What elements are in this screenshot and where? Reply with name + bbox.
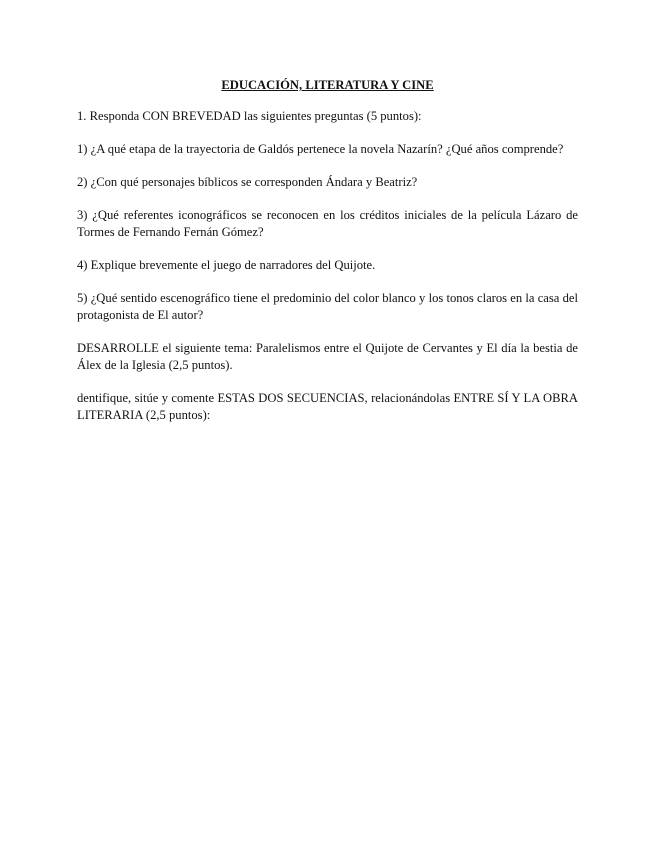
instruction-short-answers: 1. Responda CON BREVEDAD las siguientes preguntas (5 puntos): — [77, 109, 422, 123]
document-title: EDUCACIÓN, LITERATURA Y CINE — [221, 78, 434, 92]
document-content — [77, 77, 578, 440]
question-4: 4) Explique brevemente el juego de narradores del Quijote. — [77, 258, 376, 272]
question-3: 3) ¿Qué referentes iconográficos se reconocen en los créditos iniciales de la película Lázaro de Tormes de Fernando Fernán Gómez? — [77, 208, 578, 239]
sequence-analysis-prompt: dentifique, sitúe y comente ESTAS DOS SECUENCIAS, relacionándolas ENTRE SÍ Y LA OBRA LITERARIA (2,5 puntos): — [77, 391, 578, 422]
question-1: 1) ¿A qué etapa de la trayectoria de Galdós pertenece la novela Nazarín? ¿Qué años comprende? — [77, 142, 564, 156]
essay-prompt: DESARROLLE el siguiente tema: Paralelismos entre el Quijote de Cervantes y El día la bestia de Álex de la Iglesia (2,5 puntos). — [77, 341, 578, 372]
question-2: 2) ¿Con qué personajes bíblicos se corresponden Ándara y Beatriz? — [77, 175, 418, 189]
question-5: 5) ¿Qué sentido escenográfico tiene el predominio del color blanco y los tonos claros en la casa del protagonista de El autor? — [77, 291, 578, 322]
